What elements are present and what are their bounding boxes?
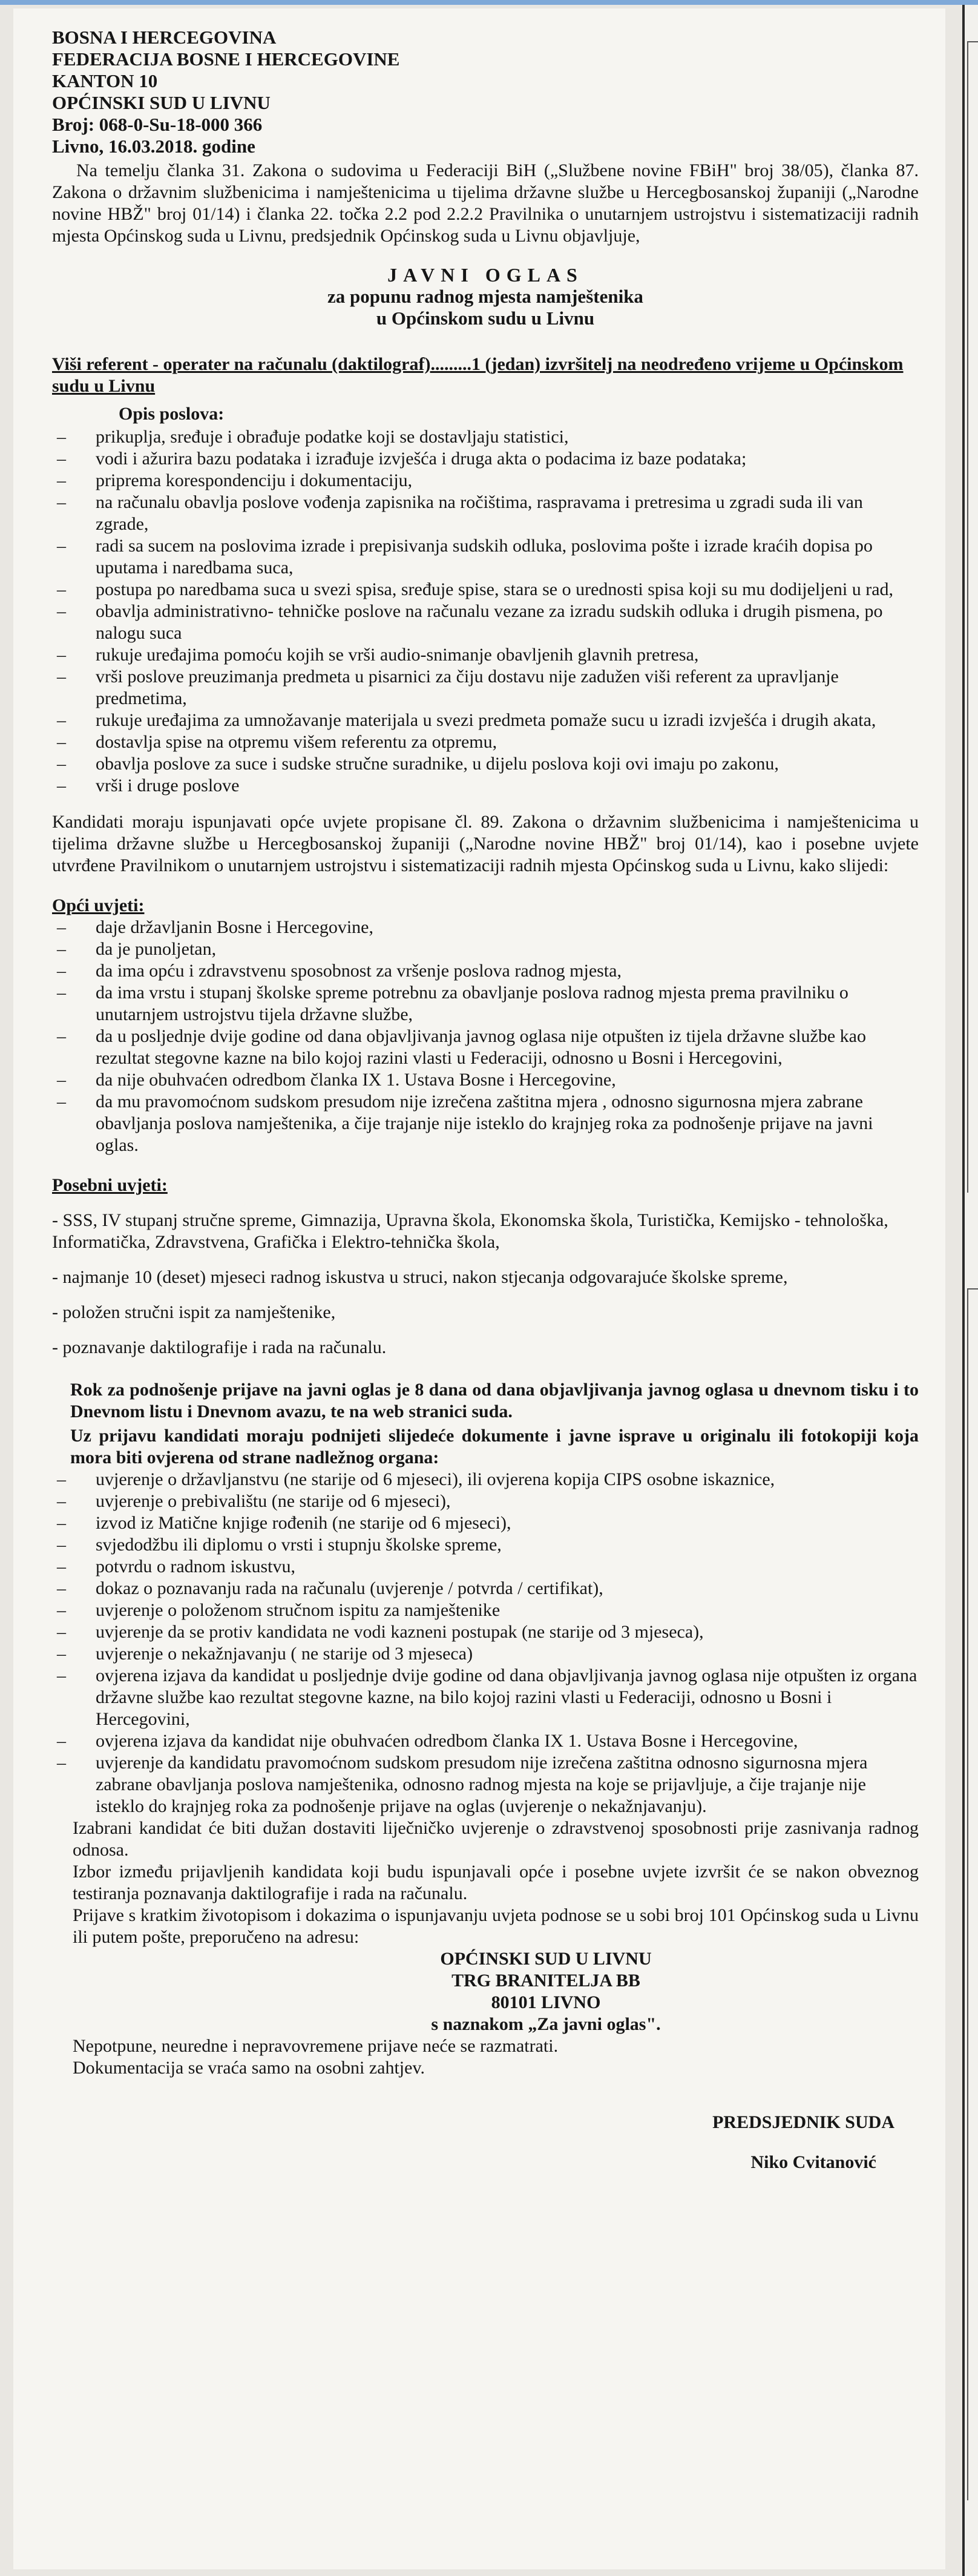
general-conditions-list xyxy=(52,917,919,1156)
list-item-text: da je punoljetan, xyxy=(96,939,217,959)
list-item xyxy=(52,1752,919,1817)
dash-mark: – xyxy=(57,1600,66,1620)
dash-mark: – xyxy=(57,1731,66,1751)
dash-mark: – xyxy=(57,601,66,621)
list-item xyxy=(52,1091,919,1156)
case-number: Broj: 068-0-Su-18-000 366 xyxy=(52,114,263,135)
list-item-text: na računalu obavlja poslove vođenja zapisnika na ročištima, raspravama i pretresima u zgradi suda ili van zgrade, xyxy=(96,492,863,534)
adjacent-box xyxy=(967,1288,978,2500)
header-line: FEDERACIJA BOSNE I HERCEGOVINE xyxy=(52,48,400,70)
list-item xyxy=(52,601,919,644)
list-item xyxy=(52,1578,919,1599)
court-header xyxy=(52,27,919,157)
documentation-return-note: Dokumentacija se vraća samo na osobni zahtjev. xyxy=(73,2058,425,2078)
dash-mark: – xyxy=(57,1535,66,1555)
list-item: - položen stručni ispit za namještenike, xyxy=(52,1302,336,1322)
list-item-text: vrši poslove preuzimanja predmeta u pisarnici za čiju dostavu nije zadužen viši referent za upravljanje predmetima, xyxy=(96,667,839,708)
dash-mark: – xyxy=(57,536,66,556)
dash-mark: – xyxy=(57,427,66,447)
list-item-text: uvjerenje o državljanstvu (ne starije od 6 mjeseci), ili ovjerena kopija CIPS osobne iskaznice, xyxy=(96,1469,775,1489)
legal-basis-paragraph: Na temelju članka 31. Zakona o sudovima u Federaciji BiH („Službene novine FBiH" broj 38/05), članka 87. Zakona o državnim službenicima i namještenicima u tijelima državne službe u Hercegbosanskoj županiji („Narodne novine HBŽ" broj 01/14) i članka 22. točka 2.2 pod 2.2.2 Pravilnika o unutarnjem ustrojstvu i sistematizaciji radnih mjesta Općinskog suda u Livnu, predsjednik Općinskog suda u Livnu objavljuje, xyxy=(52,160,919,246)
dash-mark: – xyxy=(57,1092,66,1112)
list-item xyxy=(52,1491,919,1512)
deadline-paragraph: Rok za podnošenje prijave na javni oglas je 8 dana od dana objavljivanja javnog oglasa u dnevnom tisku i to Dnevnom listu i Dnevnom avazu, te na web stranici suda. xyxy=(70,1380,919,1421)
announcement-subtitle: za popunu radnog mjesta namještenika xyxy=(327,286,643,307)
signature-name: Niko Cvitanović xyxy=(750,2152,876,2172)
special-conditions-list xyxy=(52,1210,919,1359)
list-item xyxy=(52,579,919,601)
list-item xyxy=(52,731,919,753)
list-item: - SSS, IV stupanj stručne spreme, Gimnazija, Upravna škola, Ekonomska škola, Turistička, Kemijsko - tehnološka, Informatička, Zdravstvena, Grafička i Elektro-tehnička škola, xyxy=(52,1210,888,1252)
dash-mark: – xyxy=(57,1070,66,1090)
list-item-text: prikuplja, sređuje i obrađuje podatke koji se dostavljaju statistici, xyxy=(96,427,569,447)
list-item-text: ovjerena izjava da kandidat u posljednje dvije godine od dana objavljivanja javnog oglasa nije otpušten iz organa državne službe kao rezultat stegovne kazne, na bilo kojoj razini vlasti u Federaciji, odnosno u Bosni i Hercegovini, xyxy=(96,1665,917,1729)
list-item xyxy=(52,1556,919,1578)
list-item-text: dokaz o poznavanju rada na računalu (uvjerenje / potvrda / certifikat), xyxy=(96,1578,603,1598)
list-item-text: daje državljanin Bosne i Hercegovine, xyxy=(96,917,373,937)
general-conditions-label: Opći uvjeti: xyxy=(52,895,145,915)
list-item-text: izvod iz Matične knjige rođenih (ne starije od 6 mjeseci), xyxy=(96,1513,511,1533)
list-item xyxy=(52,426,919,448)
list-item-text: vodi i ažurira bazu podataka i izrađuje izvješća i druga akta o podacima iz baze podataka; xyxy=(96,449,747,469)
list-item xyxy=(52,917,919,938)
conditions-intro: Kandidati moraju ispunjavati opće uvjete propisane čl. 89. Zakona o državnim službenicima i namještenicima u tijelima državne službe u Hercegbosanskoj županiji („Narodne novine HBŽ" broj 01/14), kao i posebne uvjete utvrđene Pravilnikom o unutarnjem ustrojstvu i sistematizaciji radnih mjesta Općinskog suda u Livnu, kako slijedi: xyxy=(52,812,919,875)
dash-mark: – xyxy=(57,470,66,490)
list-item-text: da ima vrstu i stupanj školske spreme potrebnu za obavljanje poslova radnog mjesta prema pravilniku o unutarnjem ustrojstvu tijela državne službe, xyxy=(96,983,848,1024)
list-item-text: uvjerenje da kandidatu pravomoćnom sudskom presudom nije izrečena zaštitna odnosno sigurnosna mjera zabrane obavljanja poslova namještenika, odnosno radnog mjesta na koje se prijavljuje, a čije trajanje nije isteklo do krajnjeg roka za podnošenje prijave na oglas (uvjerenje o nekažnjavanju). xyxy=(96,1753,868,1816)
dash-mark: – xyxy=(57,667,66,687)
announcement-page xyxy=(13,8,945,2569)
dash-mark: – xyxy=(57,1578,66,1598)
dash-mark: – xyxy=(57,1622,66,1642)
list-item xyxy=(52,1069,919,1091)
list-item xyxy=(52,938,919,960)
list-item-text: svjedodžbu ili diplomu o vrsti i stupnju školske spreme, xyxy=(96,1535,502,1555)
list-item-text: dostavlja spise na otpremu višem referentu za otpremu, xyxy=(96,732,497,752)
list-item-text: da u posljednje dvije godine od dana objavljivanja javnog oglasa nije otpušten iz tijela državne službe kao rezultat stegovne kazne na bilo kojoj razini vlasti u Federaciji, odnosno u Bosni i Hercegovini, xyxy=(96,1026,866,1068)
list-item xyxy=(52,1599,919,1621)
list-item xyxy=(52,1026,919,1069)
place-date: Livno, 16.03.2018. godine xyxy=(52,136,255,157)
list-item: - poznavanje daktilografije i rada na računalu. xyxy=(52,1337,387,1357)
header-line: KANTON 10 xyxy=(52,70,158,91)
list-item xyxy=(52,753,919,775)
list-item xyxy=(52,1730,919,1752)
job-description-list xyxy=(52,426,919,797)
testing-note: Izbor između prijavljenih kandidata koji budu ispunjavali opće i posebne uvjete izvršit će se nakon obveznog testiranja poznavanja daktilografije i rada na računalu. xyxy=(73,1862,919,1903)
signature-title: PREDSJEDNIK SUDA xyxy=(712,2112,894,2132)
list-item-text: da ima opću i zdravstvenu sposobnost za vršenje poslova radnog mjesta, xyxy=(96,961,622,981)
address-line: 80101 LIVNO xyxy=(491,1992,601,2012)
dash-mark: – xyxy=(57,1556,66,1576)
special-conditions-label: Posebni uvjeti: xyxy=(52,1175,168,1195)
list-item xyxy=(52,1534,919,1556)
documents-intro: Uz prijavu kandidati moraju podnijeti slijedeće dokumente i javne isprave u originalu ili fotokopiji koja mora biti ovjerena od strane nadležnog organa: xyxy=(70,1426,919,1468)
header-line: BOSNA I HERCEGOVINA xyxy=(52,27,277,48)
dash-mark: – xyxy=(57,776,66,796)
list-item-text: da nije obuhvaćen odredbom članka IX 1. Ustava Bosne i Hercegovine, xyxy=(96,1070,616,1090)
list-item xyxy=(52,535,919,579)
list-item-text: postupa po naredbama suca u svezi spisa, sređuje spise, stara se o urednosti spisa koji su mu dodijeljeni u rad, xyxy=(96,579,894,599)
address-line: OPĆINSKI SUD U LIVNU xyxy=(440,1949,652,1969)
adjacent-box xyxy=(967,41,978,1193)
dash-mark: – xyxy=(57,983,66,1003)
list-item xyxy=(52,666,919,710)
list-item-text: uvjerenje da se protiv kandidata ne vodi kazneni postupak (ne starije od 3 mjeseca), xyxy=(96,1622,704,1642)
list-item xyxy=(52,448,919,470)
dash-mark: – xyxy=(57,1513,66,1533)
list-item-text: uvjerenje o položenom stručnom ispitu za namještenike xyxy=(96,1600,500,1620)
dash-mark: – xyxy=(57,939,66,959)
list-item xyxy=(52,960,919,982)
dash-mark: – xyxy=(57,579,66,599)
job-description-label: Opis poslova: xyxy=(119,404,225,424)
list-item-text: priprema korespondenciju i dokumentaciju, xyxy=(96,470,413,490)
medical-certificate-note: Izabrani kandidat će biti dužan dostaviti liječničko uvjerenje o zdravstvenoj sposobnosti prije zasnivanja radnog odnosa. xyxy=(73,1818,919,1860)
dash-mark: – xyxy=(57,710,66,730)
list-item-text: obavlja poslove za suce i sudske stručne suradnike, u dijelu poslova koji ovi imaju po zakonu, xyxy=(96,754,779,774)
list-item-text: vrši i druge poslove xyxy=(96,776,240,796)
dash-mark: – xyxy=(57,1026,66,1046)
dash-mark: – xyxy=(57,732,66,752)
required-documents-list xyxy=(52,1469,919,1817)
list-item xyxy=(52,644,919,666)
address-line: s naznakom „Za javni oglas". xyxy=(431,2014,661,2034)
submission-note: Prijave s kratkim životopisom i dokazima o ispunjavanju uvjeta podnose se u sobi broj 101 Općinskog suda u Livnu ili putem pošte, preporučeno na adresu: xyxy=(73,1905,919,1947)
list-item-text: uvjerenje o nekažnjavanju ( ne starije od 3 mjeseca) xyxy=(96,1644,473,1664)
list-item xyxy=(52,982,919,1026)
dash-mark: – xyxy=(57,492,66,512)
address-line: TRG BRANITELJA BB xyxy=(451,1971,640,1991)
dash-mark: – xyxy=(57,917,66,937)
list-item xyxy=(52,775,919,797)
list-item xyxy=(52,1643,919,1665)
list-item xyxy=(52,470,919,492)
dash-mark: – xyxy=(57,961,66,981)
dash-mark: – xyxy=(57,645,66,665)
announcement-subtitle: u Općinskom sudu u Livnu xyxy=(376,308,595,329)
list-item xyxy=(52,492,919,535)
adjacent-column-edge xyxy=(962,5,978,2576)
dash-mark: – xyxy=(57,449,66,469)
list-item xyxy=(52,1665,919,1730)
list-item-text: da mu pravomoćnom sudskom presudom nije izrečena zaštitna mjera , odnosno sigurnosna mjera zabrane obavljanja poslova namještenika, a čije trajanje nije isteklo do krajnjeg roka za podnošenje prijave na javni oglas. xyxy=(96,1092,873,1155)
list-item xyxy=(52,1512,919,1534)
list-item-text: ovjerena izjava da kandidat nije obuhvaćen odredbom članka IX 1. Ustava Bosne i Hercegovine, xyxy=(96,1731,798,1751)
address-block xyxy=(173,1948,919,2035)
dash-mark: – xyxy=(57,1469,66,1489)
list-item: - najmanje 10 (deset) mjeseci radnog iskustva u struci, nakon stjecanja odgovarajuće školske spreme, xyxy=(52,1267,788,1287)
dash-mark: – xyxy=(57,1753,66,1773)
list-item-text: uvjerenje o prebivalištu (ne starije od 6 mjeseci), xyxy=(96,1491,451,1511)
list-item-text: rukuje uređajima pomoću kojih se vrši audio-snimanje obavljenih glavnih pretresa, xyxy=(96,645,699,665)
list-item-text: radi sa sucem na poslovima izrade i prepisivanja sudskih odluka, poslovima pošte i izrade kraćih dopisa po uputama i naredbama suca, xyxy=(96,536,873,578)
position-title: Viši referent - operater na računalu (daktilograf).........1 (jedan) izvršitelj na neodređeno vrijeme u Općinskom sudu u Livnu xyxy=(52,354,904,396)
list-item xyxy=(52,710,919,731)
list-item-text: potvrdu o radnom iskustvu, xyxy=(96,1556,295,1576)
dash-mark: – xyxy=(57,1644,66,1664)
dash-mark: – xyxy=(57,1665,66,1685)
list-item-text: rukuje uređajima za umnožavanje materijala u svezi predmeta pomaže sucu u izradi izvješća i drugih akata, xyxy=(96,710,876,730)
list-item-text: obavlja administrativno- tehničke poslove na računalu vezane za izradu sudskih odluka i drugih pismena, po nalogu suca xyxy=(96,601,883,643)
dash-mark: – xyxy=(57,1491,66,1511)
incomplete-applications-note: Nepotpune, neuredne i nepravovremene prijave neće se razmatrati. xyxy=(73,2036,559,2056)
top-color-bar xyxy=(0,0,978,5)
announcement-title: JAVNI OGLAS xyxy=(387,264,583,286)
list-item xyxy=(52,1621,919,1643)
header-line: OPĆINSKI SUD U LIVNU xyxy=(52,92,271,113)
dash-mark: – xyxy=(57,754,66,774)
list-item xyxy=(52,1469,919,1491)
